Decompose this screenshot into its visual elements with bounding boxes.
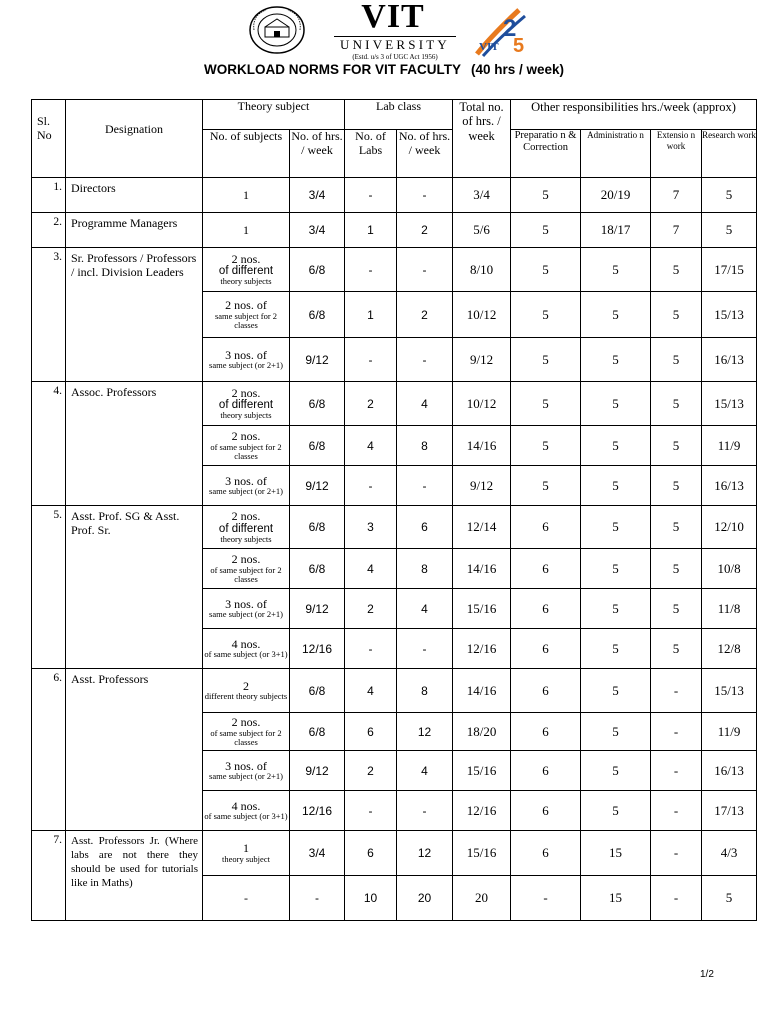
cell-no-subjects [203, 248, 290, 292]
cell-administration: 5 [581, 791, 651, 831]
cell-theory-hrs: 6/8 [290, 549, 345, 589]
cell-theory-hrs: 9/12 [290, 338, 345, 382]
cell-no-subjects [203, 292, 290, 338]
row-sl-no: 4. [32, 382, 66, 506]
designation-text: Directors [71, 181, 116, 195]
title-hours: (40 hrs / week) [470, 62, 565, 77]
cell-no-labs: - [345, 178, 397, 213]
subjects-note: same subject (or 2+1) [209, 609, 283, 620]
table-row [32, 178, 757, 213]
subjects-note: same subject (or 2+1) [209, 486, 283, 497]
anniversary-logo-icon [473, 4, 529, 62]
cell-extension: 5 [651, 466, 702, 506]
established-line: (Estd. u/s 3 of UGC Act 1956) [352, 53, 438, 61]
row-designation [66, 248, 203, 382]
cell-research: 16/13 [702, 751, 757, 791]
subjects-main: 2 nos. [231, 552, 261, 567]
cell-administration: 5 [581, 338, 651, 382]
cell-administration: 5 [581, 292, 651, 338]
cell-extension: - [651, 791, 702, 831]
subjects-main: 2 nos. [231, 385, 261, 400]
cell-no-subjects [203, 589, 290, 629]
cell-no-labs: 10 [345, 876, 397, 921]
cell-preparation: 6 [511, 549, 581, 589]
cell-lab-hrs: 4 [397, 751, 453, 791]
cell-theory-hrs: 12/16 [290, 629, 345, 669]
cell-no-subjects [203, 669, 290, 713]
table-row [32, 382, 757, 426]
title-text: WORKLOAD NORMS FOR VIT FACULTY [203, 62, 461, 77]
page-number: 1/2 [700, 969, 714, 980]
cell-no-labs: 6 [345, 831, 397, 876]
cell-extension: 5 [651, 589, 702, 629]
cell-research: 11/9 [702, 713, 757, 751]
cell-administration: 5 [581, 589, 651, 629]
cell-research: 5 [702, 178, 757, 213]
header-extension: Extensio n work [651, 130, 702, 178]
subjects-note: theory subjects [220, 533, 272, 544]
cell-no-labs: - [345, 791, 397, 831]
cell-no-labs: 4 [345, 549, 397, 589]
subjects-note: theory subject [222, 853, 270, 864]
cell-extension: - [651, 713, 702, 751]
header-designation: Designation [66, 100, 203, 178]
header-no-subjects: No. of subjects [203, 130, 290, 178]
cell-total: 10/12 [453, 382, 511, 426]
cell-theory-hrs: 6/8 [290, 669, 345, 713]
header-theory-hrs: No. of hrs. / week [290, 130, 345, 178]
subjects-main: 4 nos. [231, 798, 261, 813]
cell-research: 11/9 [702, 426, 757, 466]
cell-extension: - [651, 831, 702, 876]
row-sl-no: 7. [32, 831, 66, 921]
cell-no-subjects [203, 751, 290, 791]
cell-no-subjects [203, 549, 290, 589]
subjects-detail: of different [218, 522, 274, 535]
cell-lab-hrs: - [397, 338, 453, 382]
cell-no-labs: - [345, 248, 397, 292]
cell-extension: - [651, 751, 702, 791]
cell-extension: 7 [651, 213, 702, 248]
cell-administration: 5 [581, 426, 651, 466]
cell-preparation: 5 [511, 292, 581, 338]
cell-administration: 5 [581, 549, 651, 589]
cell-theory-hrs: 6/8 [290, 713, 345, 751]
header-total: Total no. of hrs. / week [453, 100, 511, 178]
row-sl-no: 6. [32, 669, 66, 831]
header-administration: Administratio n [581, 130, 651, 178]
subjects-main: 2 nos. [231, 251, 261, 266]
cell-no-labs: 4 [345, 426, 397, 466]
cell-preparation: 6 [511, 751, 581, 791]
cell-extension: 5 [651, 338, 702, 382]
row-designation [66, 178, 203, 213]
cell-total: 3/4 [453, 178, 511, 213]
row-sl-no: 2. [32, 213, 66, 248]
cell-total: 9/12 [453, 466, 511, 506]
cell-no-labs: 3 [345, 506, 397, 549]
cell-administration: 15 [581, 876, 651, 921]
cell-no-subjects [203, 426, 290, 466]
header-lab-hrs: No. of hrs. / week [397, 130, 453, 178]
cell-theory-hrs: 3/4 [290, 831, 345, 876]
cell-no-labs: 2 [345, 382, 397, 426]
cell-lab-hrs: - [397, 466, 453, 506]
table-row [32, 506, 757, 549]
cell-research: 5 [702, 213, 757, 248]
cell-administration: 5 [581, 713, 651, 751]
cell-lab-hrs: 2 [397, 213, 453, 248]
designation-text: Asst. Professors [71, 672, 149, 686]
cell-lab-hrs: 8 [397, 426, 453, 466]
subjects-main: - [244, 890, 248, 905]
subjects-main: 2 nos. of [225, 298, 267, 313]
cell-lab-hrs: 8 [397, 549, 453, 589]
row-designation [66, 831, 203, 921]
cell-extension: 5 [651, 629, 702, 669]
cell-no-labs: 1 [345, 292, 397, 338]
cell-research: 12/10 [702, 506, 757, 549]
row-sl-no: 1. [32, 178, 66, 213]
subjects-note: same subject for 2 classes [214, 310, 278, 330]
cell-lab-hrs: - [397, 791, 453, 831]
cell-extension: 5 [651, 292, 702, 338]
designation-text: Asst. Prof. SG & Asst. Prof. Sr. [71, 509, 180, 538]
cell-lab-hrs: 20 [397, 876, 453, 921]
cell-research: 4/3 [702, 831, 757, 876]
cell-lab-hrs: 4 [397, 589, 453, 629]
cell-total: 15/16 [453, 831, 511, 876]
cell-no-subjects [203, 876, 290, 921]
cell-preparation: - [511, 876, 581, 921]
cell-preparation: 5 [511, 338, 581, 382]
svg-text:2: 2 [503, 15, 517, 42]
cell-no-labs: 2 [345, 589, 397, 629]
cell-lab-hrs: - [397, 629, 453, 669]
cell-preparation: 5 [511, 178, 581, 213]
header-no-labs: No. of Labs [345, 130, 397, 178]
cell-administration: 5 [581, 506, 651, 549]
subjects-note: theory subjects [220, 410, 272, 421]
subjects-note: of same subject for 2 classes [210, 564, 282, 584]
cell-research: 5 [702, 876, 757, 921]
cell-no-subjects [203, 213, 290, 248]
cell-extension: 5 [651, 426, 702, 466]
cell-no-labs: 4 [345, 669, 397, 713]
cell-no-subjects [203, 831, 290, 876]
subjects-main: 1 [243, 187, 249, 202]
cell-no-subjects [203, 382, 290, 426]
cell-theory-hrs: 9/12 [290, 466, 345, 506]
header-lab-class: Lab class [345, 100, 453, 130]
cell-administration: 5 [581, 629, 651, 669]
subjects-note: different theory subjects [204, 691, 288, 702]
cell-total: 20 [453, 876, 511, 921]
header-preparation: Preparatio n & Correction [511, 130, 581, 178]
row-designation [66, 382, 203, 506]
cell-total: 8/10 [453, 248, 511, 292]
header-other-responsibilities: Other responsibilities hrs./week (approx) [511, 100, 757, 130]
designation-text: Assoc. Professors [71, 385, 157, 399]
cell-no-subjects [203, 791, 290, 831]
cell-administration: 15 [581, 831, 651, 876]
table-row [32, 213, 757, 248]
row-designation [66, 213, 203, 248]
svg-text:5: 5 [513, 35, 525, 57]
cell-no-labs: - [345, 338, 397, 382]
cell-total: 18/20 [453, 713, 511, 751]
subjects-main: 3 nos. of [225, 347, 267, 362]
cell-theory-hrs: 6/8 [290, 426, 345, 466]
cell-preparation: 5 [511, 213, 581, 248]
subjects-main: 1 [243, 222, 249, 237]
cell-lab-hrs: 4 [397, 382, 453, 426]
cell-research: 10/8 [702, 549, 757, 589]
cell-theory-hrs: 3/4 [290, 178, 345, 213]
cell-preparation: 6 [511, 589, 581, 629]
designation-text: Sr. Professors / Professors / incl. Division Leaders [71, 251, 197, 280]
subjects-note: of same subject (or 3+1) [204, 649, 288, 660]
cell-total: 5/6 [453, 213, 511, 248]
subjects-main: 3 nos. of [225, 596, 267, 611]
cell-theory-hrs: 6/8 [290, 506, 345, 549]
cell-theory-hrs: 9/12 [290, 589, 345, 629]
cell-theory-hrs: 6/8 [290, 248, 345, 292]
cell-extension: - [651, 669, 702, 713]
header-research: Research work [702, 130, 757, 178]
cell-no-labs: 2 [345, 751, 397, 791]
cell-total: 14/16 [453, 669, 511, 713]
cell-lab-hrs: 6 [397, 506, 453, 549]
subjects-note: of same subject (or 3+1) [204, 811, 288, 822]
subjects-main: 3 nos. of [225, 758, 267, 773]
cell-preparation: 6 [511, 506, 581, 549]
cell-total: 12/14 [453, 506, 511, 549]
university-word: UNIVERSITY [340, 37, 450, 52]
cell-research: 17/15 [702, 248, 757, 292]
cell-extension: 5 [651, 506, 702, 549]
cell-extension: 5 [651, 248, 702, 292]
subjects-main: 2 nos. [231, 429, 261, 444]
cell-lab-hrs: 12 [397, 831, 453, 876]
cell-no-subjects [203, 338, 290, 382]
subjects-main: 2 [243, 678, 249, 693]
cell-lab-hrs: 2 [397, 292, 453, 338]
cell-lab-hrs: 12 [397, 713, 453, 751]
cell-research: 16/13 [702, 338, 757, 382]
subjects-main: 1 [243, 841, 249, 856]
cell-preparation: 6 [511, 831, 581, 876]
cell-theory-hrs: 9/12 [290, 751, 345, 791]
cell-lab-hrs: - [397, 178, 453, 213]
cell-administration: 5 [581, 466, 651, 506]
vit-logo-word: VIT [361, 0, 425, 35]
cell-preparation: 5 [511, 426, 581, 466]
cell-total: 12/16 [453, 791, 511, 831]
cell-administration: 5 [581, 751, 651, 791]
cell-theory-hrs: 6/8 [290, 382, 345, 426]
cell-no-subjects [203, 713, 290, 751]
cell-preparation: 6 [511, 629, 581, 669]
cell-total: 9/12 [453, 338, 511, 382]
cell-research: 16/13 [702, 466, 757, 506]
svg-text:VIT: VIT [479, 41, 499, 53]
cell-extension: - [651, 876, 702, 921]
cell-extension: 5 [651, 382, 702, 426]
cell-research: 11/8 [702, 589, 757, 629]
designation-text: Programme Managers [71, 216, 178, 230]
cell-extension: 5 [651, 549, 702, 589]
document-header [0, 0, 768, 62]
cell-total: 14/16 [453, 549, 511, 589]
cell-theory-hrs: 6/8 [290, 292, 345, 338]
table-body [32, 178, 757, 921]
cell-total: 14/16 [453, 426, 511, 466]
subjects-detail: of different [218, 265, 274, 278]
cell-total: 10/12 [453, 292, 511, 338]
cell-preparation: 5 [511, 248, 581, 292]
cell-theory-hrs: - [290, 876, 345, 921]
row-sl-no: 5. [32, 506, 66, 669]
subjects-note: same subject (or 2+1) [209, 771, 283, 782]
cell-administration: 20/19 [581, 178, 651, 213]
subjects-note: same subject (or 2+1) [209, 360, 283, 371]
cell-lab-hrs: 8 [397, 669, 453, 713]
cell-preparation: 5 [511, 382, 581, 426]
cell-total: 12/16 [453, 629, 511, 669]
cell-no-labs: 6 [345, 713, 397, 751]
subjects-note: theory subjects [220, 276, 272, 287]
cell-preparation: 6 [511, 791, 581, 831]
cell-total: 15/16 [453, 751, 511, 791]
cell-no-subjects [203, 629, 290, 669]
cell-no-labs: - [345, 466, 397, 506]
row-sl-no: 3. [32, 248, 66, 382]
designation-text: Asst. Professors Jr. (Where labs are not there they should be used for tutorials like in Maths) [71, 835, 198, 890]
row-designation [66, 669, 203, 831]
cell-theory-hrs: 3/4 [290, 213, 345, 248]
cell-preparation: 6 [511, 713, 581, 751]
cell-no-subjects [203, 506, 290, 549]
table-row [32, 669, 757, 713]
cell-preparation: 5 [511, 466, 581, 506]
cell-administration: 5 [581, 382, 651, 426]
cell-extension: 7 [651, 178, 702, 213]
cell-lab-hrs: - [397, 248, 453, 292]
cell-administration: 18/17 [581, 213, 651, 248]
subjects-main: 2 nos. [231, 509, 261, 524]
cell-research: 15/13 [702, 292, 757, 338]
cell-research: 17/13 [702, 791, 757, 831]
row-designation [66, 506, 203, 669]
page-title [0, 62, 768, 77]
workload-table [31, 99, 757, 921]
cell-no-subjects [203, 466, 290, 506]
cell-preparation: 6 [511, 669, 581, 713]
cell-no-labs: - [345, 629, 397, 669]
table-row [32, 248, 757, 292]
subjects-detail: of different [218, 399, 274, 412]
cell-administration: 5 [581, 669, 651, 713]
cell-total: 15/16 [453, 589, 511, 629]
subjects-main: 4 nos. [231, 636, 261, 651]
cell-administration: 5 [581, 248, 651, 292]
header-theory-subject: Theory subject [203, 100, 345, 130]
subjects-main: 2 nos. [231, 715, 261, 730]
table-row [32, 831, 757, 876]
subjects-main: 3 nos. of [225, 473, 267, 488]
cell-no-subjects [203, 178, 290, 213]
subjects-note: of same subject for 2 classes [210, 441, 282, 461]
header-sl-no: Sl. No [32, 100, 66, 178]
cell-theory-hrs: 12/16 [290, 791, 345, 831]
cell-research: 15/13 [702, 382, 757, 426]
cell-no-labs: 1 [345, 213, 397, 248]
cell-research: 12/8 [702, 629, 757, 669]
cell-research: 15/13 [702, 669, 757, 713]
subjects-note: of same subject for 2 classes [210, 727, 282, 747]
university-seal-icon [248, 5, 306, 55]
